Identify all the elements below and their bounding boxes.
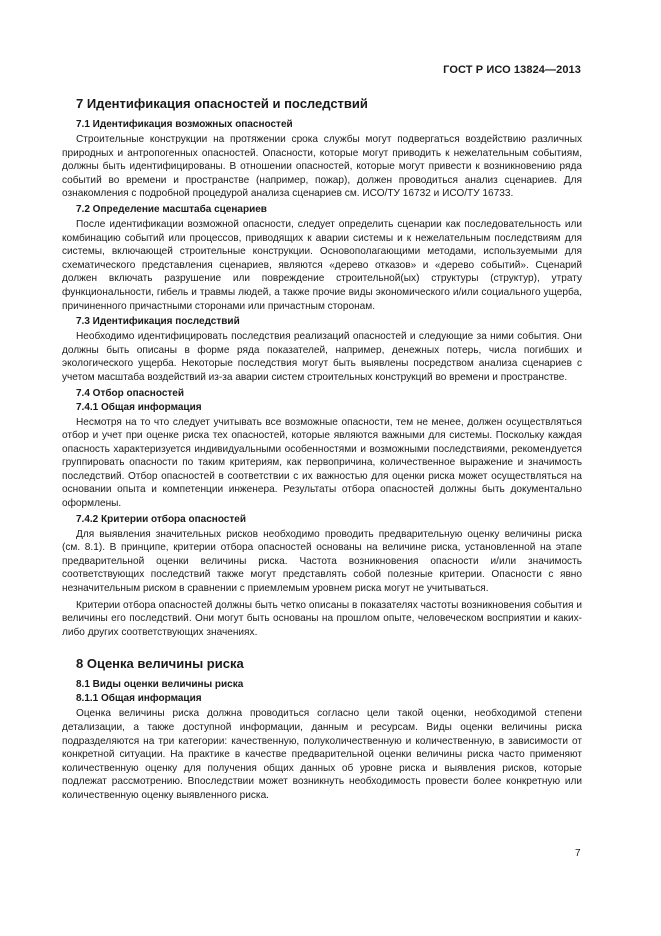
section-7-1-paragraph: Строительные конструкции на протяжении срока службы могут подвергаться воздействию различных природных и антропогенных опасностей. Опасности, которые могут приводить к нежелательным событиям, должны быть идентифицированы. В отношении опасностей, которые могут привести к возникновению ряда событий во времени и пространстве (например, пожар), должен проводиться анализ сценариев. Для ознакомления с подробной процедурой анализа сценариев см. ИСО/ТУ 16732 и ИСО/ТУ 16733.: [62, 134, 582, 200]
document-header: ГОСТ Р ИСО 13824—2013: [443, 64, 581, 76]
section-7-3-heading: 7.3 Идентификация последствий: [76, 316, 240, 328]
section-7-3-paragraph: Необходимо идентифицировать последствия реализаций опасностей и следующие за ними события. Они должны быть описаны в форме ряда показателей, например, денежных потерь, числа погибших и экологического ущерба. Некоторые последствия могут быть выявлены посредством анализа сценариев с учетом масштаба воздействий из-за аварии систем строительных конструкций во времени и пространстве.: [62, 331, 582, 383]
section-7-4-2-paragraph-1: Для выявления значительных рисков необходимо проводить предварительную оценку величины риска (см. 8.1). В принципе, критерии отбора опасностей основаны на величине риска, установленной на этапе предварительной оценки величины риска. Частота возникновения опасности и/или значимость соответствующих последствий также могут представлять собой полезные критерии. Опасности с явно незначительным риском в сравнении с приемлемым уровнем риска могут не учитываться.: [62, 528, 582, 595]
section-7-4-1-heading: 7.4.1 Общая информация: [76, 401, 202, 413]
section-7-4-2-paragraph-2: Критерии отбора опасностей должны быть четко описаны в показателях частоты возникновения события и величины его последствий. Они могут быть основаны на прошлом опыте, человеческом восприятии и каких-либо других соответствующих значениях.: [62, 599, 582, 638]
section-7-4-2-heading: 7.4.2 Критерии отбора опасностей: [76, 513, 246, 525]
section-7-2-heading: 7.2 Определение масштаба сценариев: [76, 203, 267, 215]
section-7-2-paragraph: После идентификации возможной опасности, следует определить сценарии как последовательность или комбинацию событий или процессов, приводящих к аварии системы и к нежелательным последствиям для системы, включающей строительные конструкции. Основополагающими методами, используемыми для схематического представления сценариев, являются «дерево отказов» и «дерево событий». Сценарий должен включать разрушение или повреждение строительной(ых) структуры (структур), утрату функциональности, гибель и травмы людей, а также прочие виды экономического и/или социального ущерба, причиненного причастными сторонами или причастным сторонам.: [62, 218, 582, 312]
document-body: [62, 96, 582, 806]
section-7-4-heading: 7.4 Отбор опасностей: [76, 387, 184, 399]
page-number: 7: [575, 848, 581, 859]
section-7-heading: 7 Идентификация опасностей и последствий: [76, 96, 368, 111]
section-7-4-1-paragraph: Несмотря на то что следует учитывать все возможные опасности, тем не менее, должен осуществляться отбор и учет при оценке риска тех опасностей, которые являются важными для системы. Поскольку каждая опасность характеризуется индивидуальными особенностями и возможными последствиями, рекомендуется группировать опасности по таким критериям, как первопричина, количественное выражение и значимость последствий. Отбор опасностей в соответствии с их важностью для оценки риска может осуществляться на основании опыта и компетенции инженера. Результаты отбора опасностей должны быть документально оформлены.: [62, 416, 582, 510]
section-8-1-1-heading: 8.1.1 Общая информация: [76, 693, 202, 705]
section-8-1-1-paragraph: Оценка величины риска должна проводиться согласно цели такой оценки, необходимой степени детализации, а также доступной информации, данным и ресурсам. Виды оценки величины риска подразделяются на три категории: качественную, полуколичественную и количественную, в зависимости от конкретной ситуации. На практике в качестве предварительной оценки величины риска часто применяют количественную оценку для получения общих данных об уровне риска и выявления рисков, которые подлежат рассмотрению. Впоследствии может возникнуть необходимость провести более конкретную или количественную оценку выявленного риска.: [62, 708, 582, 801]
section-7-1-heading: 7.1 Идентификация возможных опасностей: [76, 119, 293, 130]
section-8-heading: 8 Оценка величины риска: [76, 656, 244, 672]
section-8-1-heading: 8.1 Виды оценки величины риска: [76, 679, 244, 691]
